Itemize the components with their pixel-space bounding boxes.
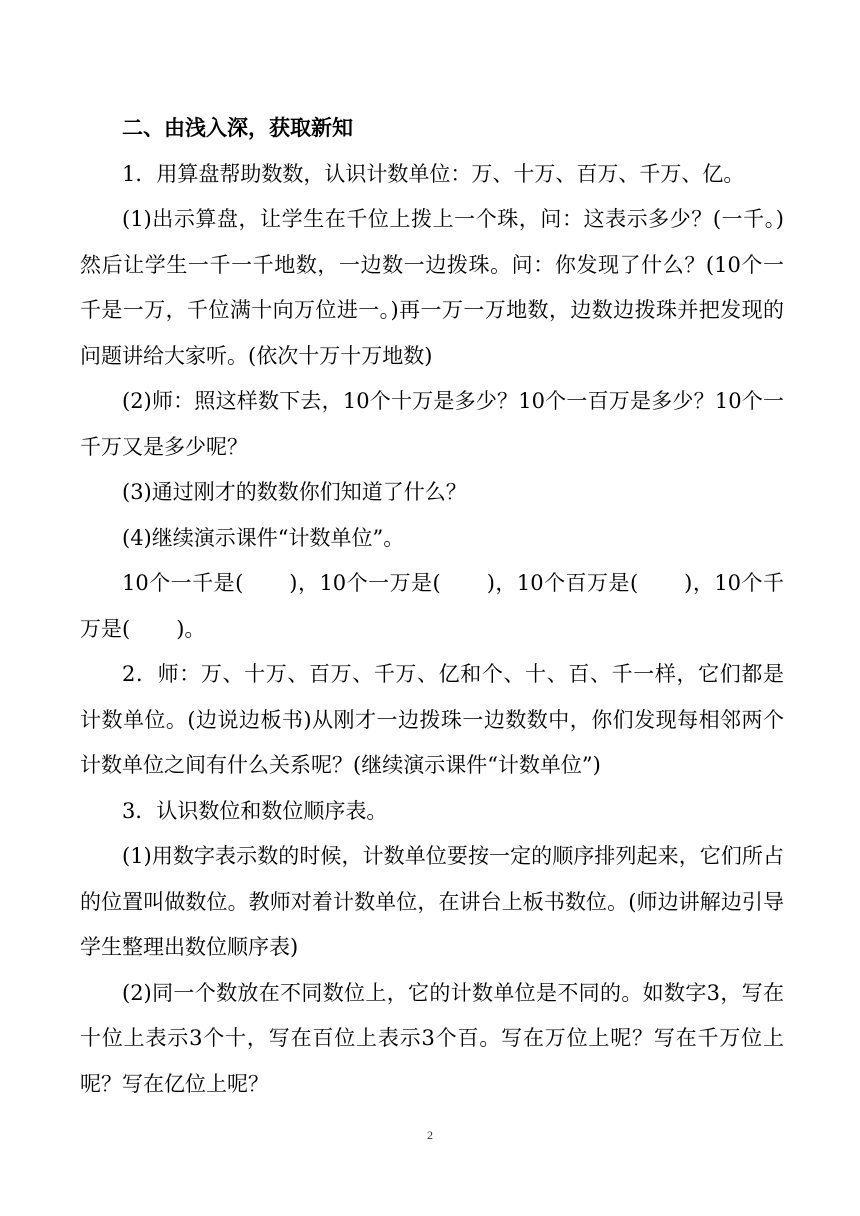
blank-text-5: )。 <box>176 616 206 641</box>
blank-text-3: )，10个百万是( <box>486 571 639 595</box>
paragraph-3: (2)师：照这样数下去，10个十万是多少？10个一百万是多少？10个一千万又是多少呢？ <box>80 389 784 459</box>
page-number: 2 <box>427 1128 433 1142</box>
paragraph-1: 1．用算盘帮助数数，认识计数单位：万、十万、百万、千万、亿。 <box>122 161 745 186</box>
blank-text-4: )，10个千万是( <box>80 571 784 641</box>
paragraph-4: (3)通过刚才的数数你们知道了什么？ <box>122 480 467 504</box>
paragraph-10: (2)同一个数放在不同数位上，它的计数单位是不同的。如数字3，写在十位上表示3个十，写在百位上表示3个百。写在万位上呢？写在千万位上呢？写在亿位上呢？ <box>80 980 784 1096</box>
blank-text-2: )，10个一万是( <box>289 571 441 595</box>
paragraph-6-fill-in-blanks <box>80 561 784 652</box>
paragraph-2: (1)出示算盘，让学生在千位上拨上一个珠，问：这表示多少？(一千。)然后让学生一千一千地数，一边数一边拨珠。问：你发现了什么？(10个一千是一万，千位满十向万位进一。)再一万一万地数，边数边拨珠并把发现的问题讲给大家听。(依次十万十万地数) <box>80 207 784 368</box>
paragraph-5: (4)继续演示课件“计数单位”。 <box>122 525 405 550</box>
paragraph-7: 2．师：万、十万、百万、千万、亿和个、十、百、千一样，它们都是计数单位。(边说边板书)从刚才一边拨珠一边数数中，你们发现每相邻两个计数单位之间有什么关系呢？(继续演示课件“计数单位”) <box>80 662 784 777</box>
blank-text-1: 10个一千是( <box>122 571 244 595</box>
document-body <box>80 106 784 1107</box>
paragraph-8: 3．认识数位和数位顺序表。 <box>122 798 388 823</box>
section-heading: 二、由浅入深，获取新知 <box>122 116 353 140</box>
paragraph-9: (1)用数字表示数的时候，计数单位要按一定的顺序排列起来，它们所占的位置叫做数位。教师对着计数单位，在讲台上板书数位。(师边讲解边引导学生整理出数位顺序表) <box>80 844 784 959</box>
